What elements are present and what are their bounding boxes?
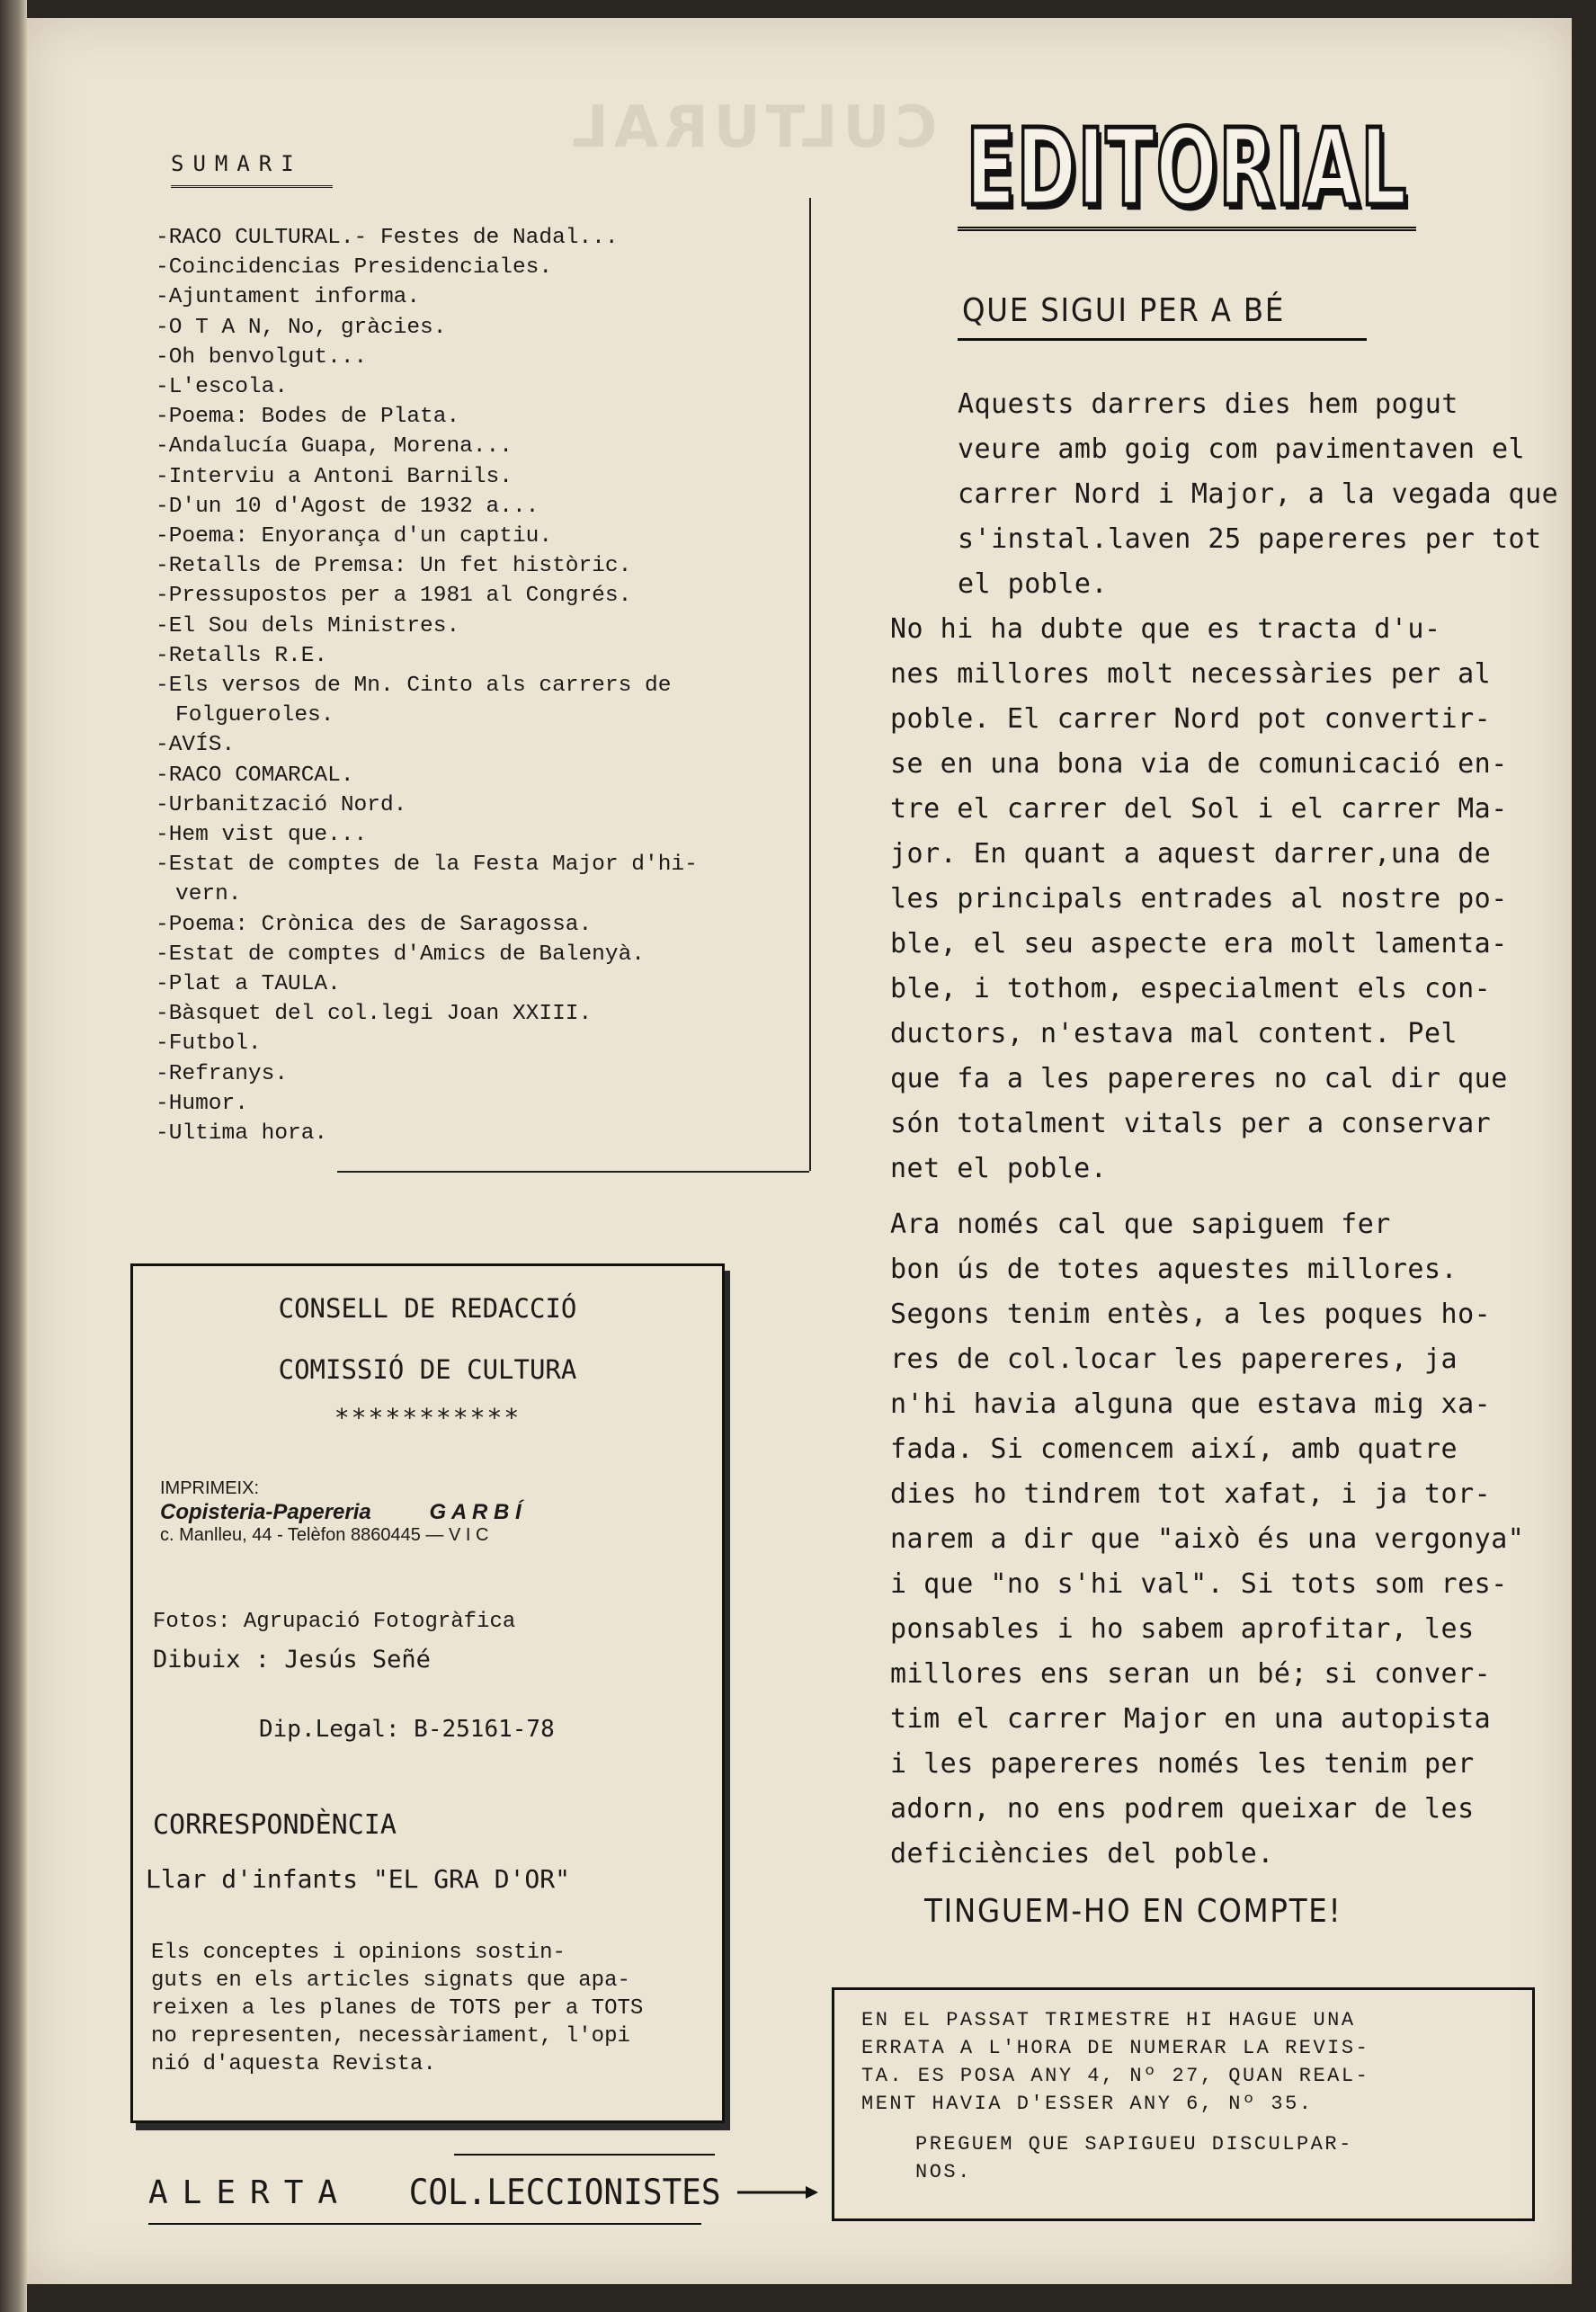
editorial-paragraph-1: Aquests darrers dies hem pogut veure amb goig com pavimentaven el carrer Nord i Major, a la vegada que s'instal.laven 25 papereres per tot el poble. (958, 388, 1559, 600)
sumari-underline (171, 185, 333, 188)
sumari-item: -Andalucía Guapa, Morena... (156, 434, 513, 460)
sumari-item: -Retalls de Premsa: Un fet històric. (156, 554, 632, 579)
sumari-item: -Refranys. (156, 1061, 289, 1086)
sumari-item: -El Sou dels Ministres. (156, 613, 460, 638)
sumari-item: -Oh benvolgut... (156, 344, 368, 370)
stars-divider: *********** (334, 1403, 522, 1433)
show-through-text: CULTURAL (566, 94, 938, 161)
sumari-item: -RACO CULTURAL.- Festes de Nadal... (156, 226, 619, 250)
errata-apology: PREGUEM QUE SAPIGUEU DISCULPAR- NOS. (915, 2133, 1353, 2183)
sumari-item: vern. (175, 882, 242, 907)
sumari-divider-horizontal (337, 1171, 809, 1173)
subhead-underline (958, 338, 1367, 341)
sumari-item: -Ajuntament informa. (156, 285, 421, 310)
sumari-item: -D'un 10 d'Agost de 1932 a... (156, 494, 539, 519)
comissio-title: COMISSIÓ DE CULTURA (278, 1354, 577, 1385)
alerta-underline (148, 2223, 701, 2225)
sumari-item: -Pressupostos per a 1981 al Congrés. (156, 584, 632, 609)
fotos-credit: Fotos: Agrupació Fotogràfica (153, 1610, 516, 1634)
sumari-list (156, 223, 749, 1148)
editorial-logo: EDITORIAL (966, 105, 1408, 229)
editorial-paragraph-2: No hi ha dubte que es tracta d'u- nes millores molt necessàries per al poble. El carrer Nord pot convertir- se en una bona via de comunicació en- tre el carrer del Sol i el carrer Ma- jor. En quant a aquest darrer,una de les principals entrades al nostre po- ble, el seu aspecte era molt lamenta- ble, i tothom, especialment els con- ductors, n'estava mal content. Pel que fa a les papereres no cal dir que són totalment vitals per a conservar net el poble. (890, 613, 1508, 1184)
disclaimer-text: Els conceptes i opinions sostin- guts en els articles signats que apa- reixen a les planes de TOTS per a TOTS no representen, necessàriament, l'opi nió d'aquesta Revista. (151, 1941, 644, 2076)
imprimeix-label: IMPRIMEIX: (160, 1478, 260, 1498)
editorial-paragraph-3: Ara només cal que sapiguem fer bon ús de totes aquestes millores. Segons tenim entès, a les poques ho- res de col.locar les papereres, ja n'hi havia alguna que estava mig xa- fada. Si comencem així, amb quatre dies ho tindrem tot xafat, i ja tor- narem a dir que "això és una vergonya" i que "no s'hi val". Si tots som res- ponsables i ho sabem aprofitar, les millores ens seran un bé; si conver- tim el carrer Major en una autopista i les papereres només les tenim per adorn, no ens podrem queixar de les deficiències del poble. (890, 1209, 1525, 1870)
correspondencia-heading: CORRESPONDÈNCIA (153, 1809, 397, 1841)
printer-address: c. Manlleu, 44 - Telèfon 8860445 — V I C (160, 1525, 489, 1545)
sumari-item: -Poema: Bodes de Plata. (156, 405, 460, 430)
sumari-title: SUMARI (171, 151, 303, 176)
sumari-item: -Interviu a Antoni Barnils. (156, 464, 513, 489)
editorial-underline (958, 227, 1416, 231)
sumari-item: -Poema: Enyorança d'un captiu. (156, 524, 553, 549)
sumari-item: -Poema: Crònica des de Saragossa. (156, 912, 593, 937)
sumari-item: -Estat de comptes de la Festa Major d'hi- (156, 852, 698, 878)
colleccionistes-word: COL.LECCIONISTES (408, 2172, 721, 2214)
sumari-item: -Els versos de Mn. Cinto als carrers de (156, 674, 672, 699)
sumari-item: -Bàsquet del col.legi Joan XXIII. (156, 1002, 593, 1027)
sumari-divider-vertical (809, 198, 811, 1171)
sumari-item: -Coincidencias Presidenciales. (156, 255, 553, 281)
sumari-item: -Urbanització Nord. (156, 792, 407, 817)
sumari-item: -Retalls R.E. (156, 643, 328, 668)
consell-title: CONSELL DE REDACCIÓ (278, 1293, 577, 1324)
alerta-rule-top (454, 2154, 715, 2156)
sumari-item: -Ultima hora. (156, 1121, 328, 1147)
alerta-word: ALERTA (148, 2174, 352, 2211)
errata-box (832, 1987, 1535, 2221)
sumari-item: -Plat a TAULA. (156, 972, 341, 997)
consell-de-redaccio-box (130, 1263, 725, 2123)
sumari-item: -Futbol. (156, 1031, 262, 1057)
sumari-item: -L'escola. (156, 375, 289, 400)
sumari-item: Folgueroles. (175, 703, 334, 728)
sumari-item: -Hem vist que... (156, 823, 368, 848)
dip-legal: Dip.Legal: B-25161-78 (259, 1716, 555, 1743)
sumari-item: -RACO COMARCAL. (156, 763, 354, 788)
errata-text: EN EL PASSAT TRIMESTRE HI HAGUE UNA ERRATA A L'HORA DE NUMERAR LA REVIS- TA. ES POSA ANY 4, Nº 27, QUAN REAL- MENT HAVIA D'ESSER ANY 6, Nº 35. (861, 2009, 1370, 2115)
printer-brand: G A R B Í (429, 1500, 522, 1524)
editorial-subhead: QUE SIGUI PER A BÉ (962, 292, 1286, 329)
printer-name: Copisteria-Papereria G A R B Í (160, 1500, 522, 1524)
sumari-item: -Estat de comptes d'Amics de Balenyà. (156, 942, 645, 967)
sumari-item: -AVÍS. (156, 733, 236, 758)
llar-infants: Llar d'infants "EL GRA D'OR" (146, 1864, 571, 1894)
book-spine (0, 0, 27, 2312)
dibuix-credit: Dibuix : Jesús Señé (153, 1646, 431, 1674)
sumari-item: -Humor. (156, 1091, 248, 1116)
magazine-page (27, 18, 1572, 2284)
right-arrow-icon (737, 2183, 818, 2201)
editorial-closing: TINGUEM-HO EN COMPTE! (924, 1893, 1342, 1930)
editorial-body (890, 382, 1565, 1877)
alerta-colleccionistes (148, 2172, 721, 2214)
sumari-item: -O T A N, No, gràcies. (156, 315, 447, 340)
